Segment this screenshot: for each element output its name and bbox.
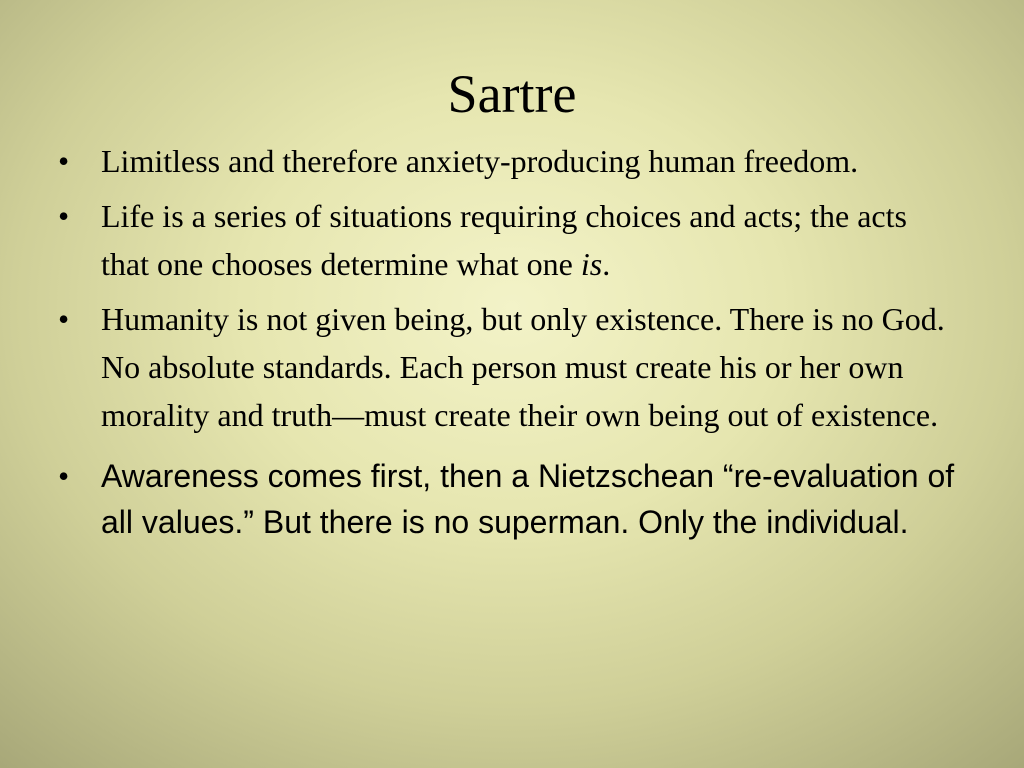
bullet-text: Humanity is not given being, but only existence. There is no God. No absolute standards. Each person must create his or her own morality and truth—must create their own being out of existence. xyxy=(101,301,945,433)
bullet-marker: • xyxy=(58,198,70,234)
slide-title: Sartre xyxy=(447,64,577,124)
bullet-text-emphasis: is xyxy=(580,246,603,282)
bullet-text: Awareness comes first, then a Nietzschean “re-evaluation of all values.” But there is no superman. Only the individual. xyxy=(101,458,955,540)
bullet-item-choices xyxy=(56,192,956,288)
bullet-marker: • xyxy=(58,301,70,337)
bullet-list xyxy=(56,137,956,552)
bullet-text-end: . xyxy=(602,246,611,282)
bullet-item-awareness xyxy=(56,453,956,545)
bullet-text: Life is a series of situations requiring choices and acts; the acts that one chooses determine what one xyxy=(101,198,907,282)
bullet-item-existence xyxy=(56,295,956,439)
bullet-item-freedom xyxy=(56,137,956,185)
bullet-text: Limitless and therefore anxiety-producing human freedom. xyxy=(101,143,859,179)
bullet-marker: • xyxy=(58,143,70,179)
bullet-marker: • xyxy=(58,458,70,494)
